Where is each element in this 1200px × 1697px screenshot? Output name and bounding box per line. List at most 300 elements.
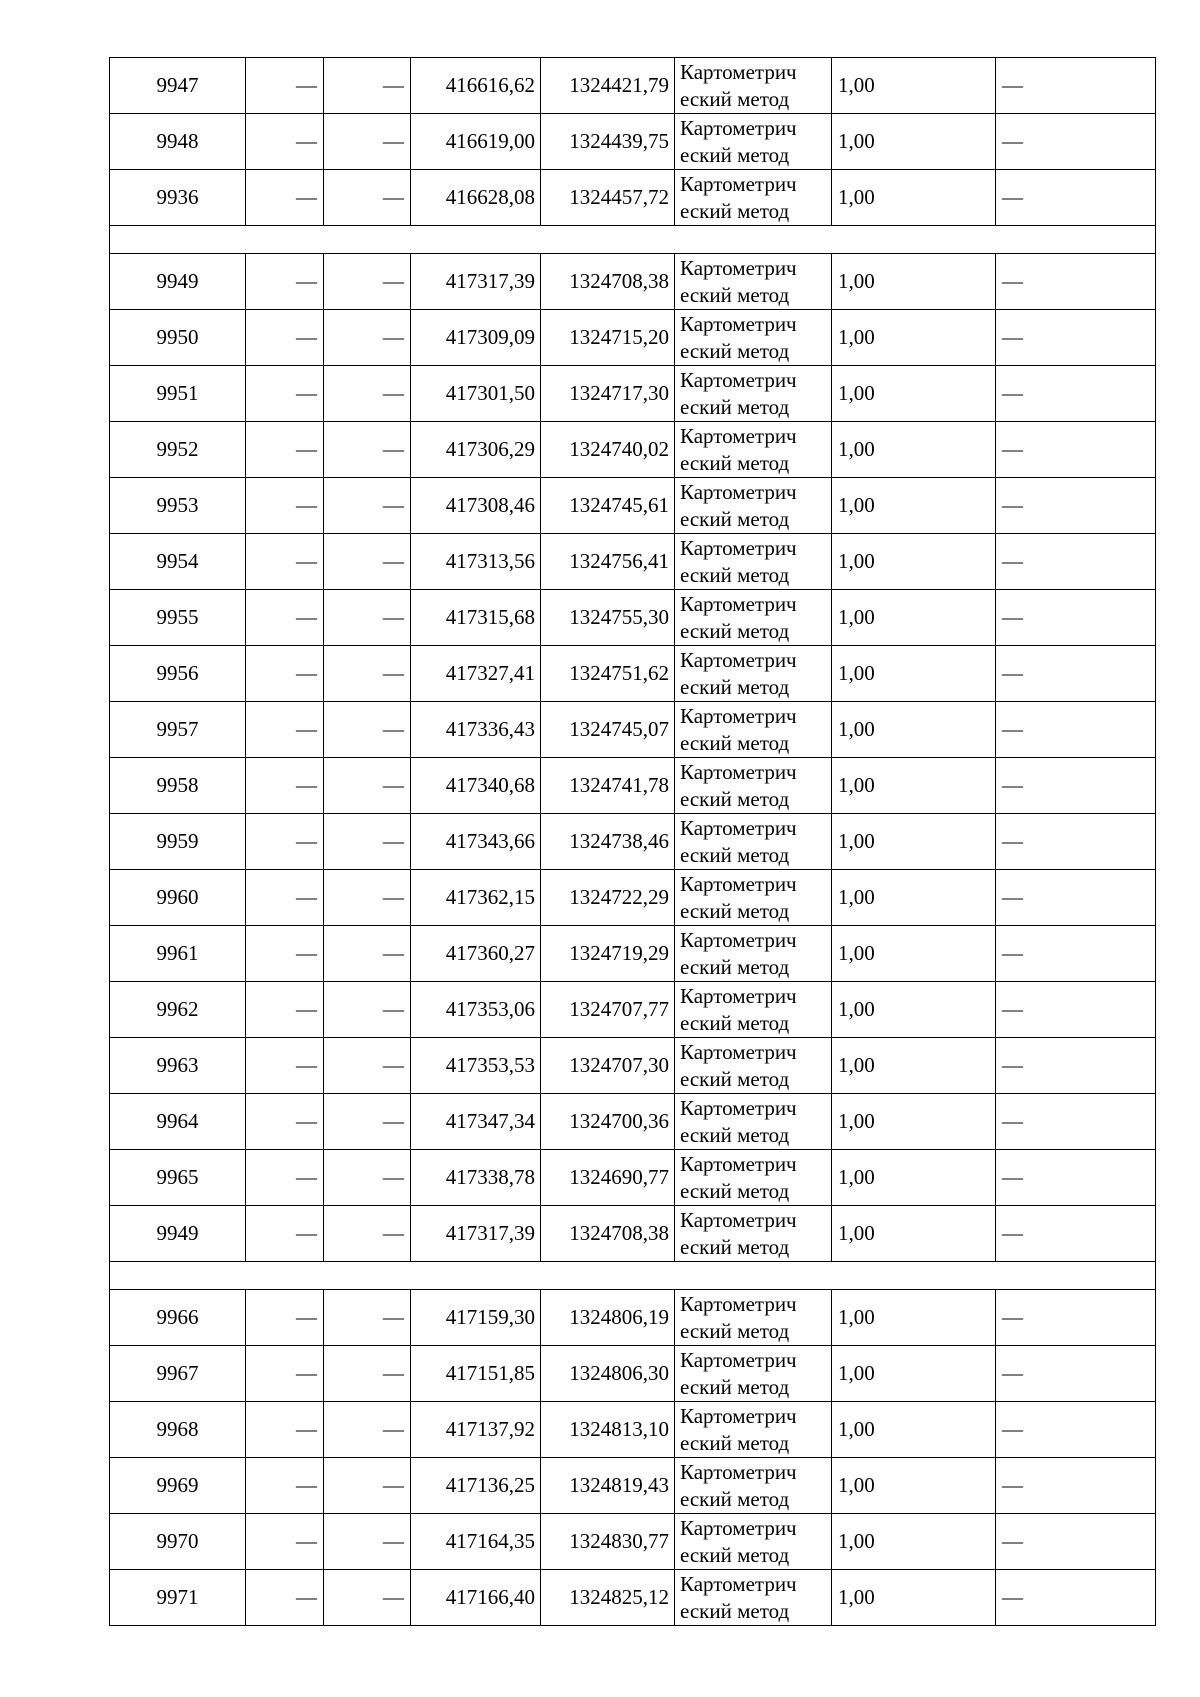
y-coordinate-cell: 1324421,79 <box>541 58 675 114</box>
accuracy-cell: 1,00 <box>832 1206 996 1262</box>
method-cell <box>675 1346 832 1402</box>
method-cell <box>675 646 832 702</box>
point-number-cell: 9949 <box>110 254 246 310</box>
empty-dash-cell: — <box>324 1290 411 1346</box>
x-coordinate-cell: 417159,30 <box>411 1290 541 1346</box>
method-line-2: еский метод <box>680 730 790 755</box>
x-coordinate-cell: 417308,46 <box>411 478 541 534</box>
table-row <box>110 366 1156 422</box>
method-cell <box>675 758 832 814</box>
y-coordinate-cell: 1324825,12 <box>541 1570 675 1626</box>
accuracy-cell: 1,00 <box>832 1458 996 1514</box>
method-line-2: еский метод <box>680 338 790 363</box>
empty-dash-cell: — <box>996 926 1156 982</box>
point-number-cell: 9960 <box>110 870 246 926</box>
method-line-2: еский метод <box>680 1598 790 1623</box>
point-number-cell: 9971 <box>110 1570 246 1626</box>
empty-dash-cell: — <box>246 702 324 758</box>
empty-dash-cell: — <box>324 1514 411 1570</box>
accuracy-cell: 1,00 <box>832 814 996 870</box>
accuracy-cell: 1,00 <box>832 1290 996 1346</box>
empty-dash-cell: — <box>996 114 1156 170</box>
empty-dash-cell: — <box>246 310 324 366</box>
point-number-cell: 9953 <box>110 478 246 534</box>
method-line-1: Картометрич <box>680 983 797 1008</box>
empty-dash-cell: — <box>324 702 411 758</box>
separator-row <box>110 1262 1156 1290</box>
table-row <box>110 982 1156 1038</box>
empty-dash-cell: — <box>324 870 411 926</box>
method-line-1: Картометрич <box>680 703 797 728</box>
x-coordinate-cell: 417136,25 <box>411 1458 541 1514</box>
y-coordinate-cell: 1324830,77 <box>541 1514 675 1570</box>
empty-dash-cell: — <box>246 170 324 226</box>
table-row <box>110 58 1156 114</box>
point-number-cell: 9958 <box>110 758 246 814</box>
method-line-2: еский метод <box>680 394 790 419</box>
method-cell <box>675 58 832 114</box>
method-cell <box>675 1038 832 1094</box>
empty-dash-cell: — <box>324 114 411 170</box>
empty-dash-cell: — <box>246 1570 324 1626</box>
empty-dash-cell: — <box>324 1346 411 1402</box>
y-coordinate-cell: 1324745,61 <box>541 478 675 534</box>
y-coordinate-cell: 1324707,30 <box>541 1038 675 1094</box>
empty-dash-cell: — <box>324 366 411 422</box>
empty-dash-cell: — <box>246 534 324 590</box>
empty-dash-cell: — <box>996 982 1156 1038</box>
empty-dash-cell: — <box>246 254 324 310</box>
empty-dash-cell: — <box>996 1038 1156 1094</box>
method-cell <box>675 366 832 422</box>
method-line-1: Картометрич <box>680 1459 797 1484</box>
method-line-1: Картометрич <box>680 1039 797 1064</box>
method-line-2: еский метод <box>680 786 790 811</box>
empty-dash-cell: — <box>324 926 411 982</box>
empty-dash-cell: — <box>246 1346 324 1402</box>
y-coordinate-cell: 1324741,78 <box>541 758 675 814</box>
y-coordinate-cell: 1324707,77 <box>541 982 675 1038</box>
x-coordinate-cell: 416616,62 <box>411 58 541 114</box>
method-line-1: Картометрич <box>680 1207 797 1232</box>
y-coordinate-cell: 1324439,75 <box>541 114 675 170</box>
method-cell <box>675 1290 832 1346</box>
method-cell <box>675 422 832 478</box>
empty-dash-cell: — <box>324 534 411 590</box>
x-coordinate-cell: 417137,92 <box>411 1402 541 1458</box>
point-number-cell: 9948 <box>110 114 246 170</box>
x-coordinate-cell: 417317,39 <box>411 1206 541 1262</box>
empty-dash-cell: — <box>996 1402 1156 1458</box>
table-row <box>110 310 1156 366</box>
y-coordinate-cell: 1324738,46 <box>541 814 675 870</box>
accuracy-cell: 1,00 <box>832 254 996 310</box>
method-cell <box>675 478 832 534</box>
empty-dash-cell: — <box>996 702 1156 758</box>
table-row <box>110 926 1156 982</box>
method-line-1: Картометрич <box>680 1515 797 1540</box>
accuracy-cell: 1,00 <box>832 758 996 814</box>
accuracy-cell: 1,00 <box>832 982 996 1038</box>
method-line-1: Картометрич <box>680 367 797 392</box>
method-line-1: Картометрич <box>680 311 797 336</box>
empty-dash-cell: — <box>996 1150 1156 1206</box>
table-row <box>110 702 1156 758</box>
x-coordinate-cell: 417362,15 <box>411 870 541 926</box>
method-cell <box>675 814 832 870</box>
method-cell <box>675 926 832 982</box>
empty-dash-cell: — <box>246 646 324 702</box>
separator-cell <box>110 1262 1156 1290</box>
table-row <box>110 1570 1156 1626</box>
empty-dash-cell: — <box>996 1346 1156 1402</box>
table-row <box>110 1458 1156 1514</box>
point-number-cell: 9954 <box>110 534 246 590</box>
y-coordinate-cell: 1324751,62 <box>541 646 675 702</box>
empty-dash-cell: — <box>996 1206 1156 1262</box>
empty-dash-cell: — <box>246 1402 324 1458</box>
empty-dash-cell: — <box>246 1038 324 1094</box>
empty-dash-cell: — <box>246 58 324 114</box>
accuracy-cell: 1,00 <box>832 1038 996 1094</box>
empty-dash-cell: — <box>996 1570 1156 1626</box>
method-line-1: Картометрич <box>680 423 797 448</box>
empty-dash-cell: — <box>324 646 411 702</box>
x-coordinate-cell: 417301,50 <box>411 366 541 422</box>
y-coordinate-cell: 1324755,30 <box>541 590 675 646</box>
method-cell <box>675 114 832 170</box>
empty-dash-cell: — <box>996 366 1156 422</box>
x-coordinate-cell: 417309,09 <box>411 310 541 366</box>
method-line-1: Картометрич <box>680 479 797 504</box>
empty-dash-cell: — <box>996 254 1156 310</box>
method-cell <box>675 1402 832 1458</box>
method-line-2: еский метод <box>680 562 790 587</box>
point-number-cell: 9962 <box>110 982 246 1038</box>
y-coordinate-cell: 1324717,30 <box>541 366 675 422</box>
y-coordinate-cell: 1324756,41 <box>541 534 675 590</box>
empty-dash-cell: — <box>996 58 1156 114</box>
empty-dash-cell: — <box>246 870 324 926</box>
method-line-2: еский метод <box>680 618 790 643</box>
point-number-cell: 9963 <box>110 1038 246 1094</box>
table-row <box>110 1514 1156 1570</box>
empty-dash-cell: — <box>246 982 324 1038</box>
empty-dash-cell: — <box>246 366 324 422</box>
accuracy-cell: 1,00 <box>832 534 996 590</box>
point-number-cell: 9949 <box>110 1206 246 1262</box>
point-number-cell: 9968 <box>110 1402 246 1458</box>
empty-dash-cell: — <box>246 758 324 814</box>
method-line-1: Картометрич <box>680 647 797 672</box>
empty-dash-cell: — <box>324 758 411 814</box>
method-line-1: Картометрич <box>680 1151 797 1176</box>
y-coordinate-cell: 1324740,02 <box>541 422 675 478</box>
empty-dash-cell: — <box>324 590 411 646</box>
empty-dash-cell: — <box>324 254 411 310</box>
table-row <box>110 1206 1156 1262</box>
point-number-cell: 9970 <box>110 1514 246 1570</box>
method-cell <box>675 1150 832 1206</box>
method-line-2: еский метод <box>680 142 790 167</box>
x-coordinate-cell: 416628,08 <box>411 170 541 226</box>
method-line-1: Картометрич <box>680 171 797 196</box>
y-coordinate-cell: 1324719,29 <box>541 926 675 982</box>
empty-dash-cell: — <box>996 310 1156 366</box>
method-line-2: еский метод <box>680 1122 790 1147</box>
point-number-cell: 9967 <box>110 1346 246 1402</box>
y-coordinate-cell: 1324745,07 <box>541 702 675 758</box>
method-line-1: Картометрич <box>680 1095 797 1120</box>
empty-dash-cell: — <box>246 1206 324 1262</box>
empty-dash-cell: — <box>996 1094 1156 1150</box>
y-coordinate-cell: 1324708,38 <box>541 1206 675 1262</box>
table-row <box>110 422 1156 478</box>
x-coordinate-cell: 417347,34 <box>411 1094 541 1150</box>
point-number-cell: 9959 <box>110 814 246 870</box>
method-cell <box>675 870 832 926</box>
accuracy-cell: 1,00 <box>832 170 996 226</box>
coordinates-table <box>109 57 1156 1626</box>
method-cell <box>675 1458 832 1514</box>
x-coordinate-cell: 417164,35 <box>411 1514 541 1570</box>
table-row <box>110 170 1156 226</box>
empty-dash-cell: — <box>996 534 1156 590</box>
y-coordinate-cell: 1324819,43 <box>541 1458 675 1514</box>
point-number-cell: 9965 <box>110 1150 246 1206</box>
x-coordinate-cell: 416619,00 <box>411 114 541 170</box>
x-coordinate-cell: 417353,53 <box>411 1038 541 1094</box>
method-line-2: еский метод <box>680 1542 790 1567</box>
accuracy-cell: 1,00 <box>832 646 996 702</box>
method-cell <box>675 1094 832 1150</box>
empty-dash-cell: — <box>996 1458 1156 1514</box>
point-number-cell: 9966 <box>110 1290 246 1346</box>
method-line-2: еский метод <box>680 898 790 923</box>
method-line-2: еский метод <box>680 842 790 867</box>
y-coordinate-cell: 1324700,36 <box>541 1094 675 1150</box>
method-line-1: Картометрич <box>680 115 797 140</box>
empty-dash-cell: — <box>324 1402 411 1458</box>
empty-dash-cell: — <box>246 114 324 170</box>
empty-dash-cell: — <box>324 1038 411 1094</box>
accuracy-cell: 1,00 <box>832 1150 996 1206</box>
method-line-2: еский метод <box>680 1486 790 1511</box>
method-line-2: еский метод <box>680 198 790 223</box>
point-number-cell: 9936 <box>110 170 246 226</box>
empty-dash-cell: — <box>246 422 324 478</box>
x-coordinate-cell: 417306,29 <box>411 422 541 478</box>
x-coordinate-cell: 417151,85 <box>411 1346 541 1402</box>
method-cell <box>675 254 832 310</box>
empty-dash-cell: — <box>246 1094 324 1150</box>
empty-dash-cell: — <box>324 814 411 870</box>
method-line-1: Картометрич <box>680 815 797 840</box>
empty-dash-cell: — <box>996 590 1156 646</box>
table-row <box>110 1402 1156 1458</box>
empty-dash-cell: — <box>246 590 324 646</box>
accuracy-cell: 1,00 <box>832 366 996 422</box>
table-row <box>110 1038 1156 1094</box>
x-coordinate-cell: 417353,06 <box>411 982 541 1038</box>
empty-dash-cell: — <box>324 1570 411 1626</box>
empty-dash-cell: — <box>246 1514 324 1570</box>
method-line-2: еский метод <box>680 506 790 531</box>
table-row <box>110 478 1156 534</box>
empty-dash-cell: — <box>246 926 324 982</box>
point-number-cell: 9969 <box>110 1458 246 1514</box>
method-line-2: еский метод <box>680 86 790 111</box>
x-coordinate-cell: 417340,68 <box>411 758 541 814</box>
separator-row <box>110 226 1156 254</box>
point-number-cell: 9950 <box>110 310 246 366</box>
empty-dash-cell: — <box>324 58 411 114</box>
method-line-2: еский метод <box>680 282 790 307</box>
method-line-2: еский метод <box>680 1010 790 1035</box>
method-line-1: Картометрич <box>680 1571 797 1596</box>
table-row <box>110 590 1156 646</box>
empty-dash-cell: — <box>246 1150 324 1206</box>
accuracy-cell: 1,00 <box>832 1346 996 1402</box>
table-row <box>110 534 1156 590</box>
empty-dash-cell: — <box>246 478 324 534</box>
accuracy-cell: 1,00 <box>832 58 996 114</box>
empty-dash-cell: — <box>324 1150 411 1206</box>
table-row <box>110 254 1156 310</box>
table-row <box>110 1346 1156 1402</box>
method-cell <box>675 310 832 366</box>
accuracy-cell: 1,00 <box>832 1402 996 1458</box>
x-coordinate-cell: 417315,68 <box>411 590 541 646</box>
point-number-cell: 9952 <box>110 422 246 478</box>
x-coordinate-cell: 417317,39 <box>411 254 541 310</box>
point-number-cell: 9951 <box>110 366 246 422</box>
empty-dash-cell: — <box>996 870 1156 926</box>
method-line-2: еский метод <box>680 1178 790 1203</box>
table-row <box>110 114 1156 170</box>
method-line-1: Картометрич <box>680 255 797 280</box>
x-coordinate-cell: 417338,78 <box>411 1150 541 1206</box>
empty-dash-cell: — <box>246 1290 324 1346</box>
table-row <box>110 758 1156 814</box>
x-coordinate-cell: 417327,41 <box>411 646 541 702</box>
empty-dash-cell: — <box>246 1458 324 1514</box>
point-number-cell: 9964 <box>110 1094 246 1150</box>
empty-dash-cell: — <box>324 982 411 1038</box>
method-line-1: Картометрич <box>680 871 797 896</box>
point-number-cell: 9957 <box>110 702 246 758</box>
accuracy-cell: 1,00 <box>832 478 996 534</box>
empty-dash-cell: — <box>324 1458 411 1514</box>
accuracy-cell: 1,00 <box>832 590 996 646</box>
method-cell <box>675 170 832 226</box>
point-number-cell: 9955 <box>110 590 246 646</box>
table-row <box>110 814 1156 870</box>
method-cell <box>675 1570 832 1626</box>
empty-dash-cell: — <box>996 170 1156 226</box>
method-line-1: Картометрич <box>680 927 797 952</box>
y-coordinate-cell: 1324722,29 <box>541 870 675 926</box>
accuracy-cell: 1,00 <box>832 926 996 982</box>
table-row <box>110 646 1156 702</box>
method-cell <box>675 982 832 1038</box>
method-line-2: еский метод <box>680 1066 790 1091</box>
method-line-2: еский метод <box>680 1430 790 1455</box>
empty-dash-cell: — <box>996 814 1156 870</box>
method-line-2: еский метод <box>680 674 790 699</box>
accuracy-cell: 1,00 <box>832 1570 996 1626</box>
table-body <box>110 58 1156 1626</box>
method-line-2: еский метод <box>680 450 790 475</box>
method-cell <box>675 1514 832 1570</box>
empty-dash-cell: — <box>996 1514 1156 1570</box>
accuracy-cell: 1,00 <box>832 310 996 366</box>
y-coordinate-cell: 1324806,19 <box>541 1290 675 1346</box>
y-coordinate-cell: 1324715,20 <box>541 310 675 366</box>
method-line-1: Картометрич <box>680 759 797 784</box>
empty-dash-cell: — <box>324 310 411 366</box>
accuracy-cell: 1,00 <box>832 870 996 926</box>
method-line-2: еский метод <box>680 954 790 979</box>
accuracy-cell: 1,00 <box>832 1094 996 1150</box>
accuracy-cell: 1,00 <box>832 114 996 170</box>
empty-dash-cell: — <box>324 170 411 226</box>
method-cell <box>675 702 832 758</box>
empty-dash-cell: — <box>324 478 411 534</box>
empty-dash-cell: — <box>324 422 411 478</box>
method-cell <box>675 1206 832 1262</box>
x-coordinate-cell: 417336,43 <box>411 702 541 758</box>
method-line-1: Картометрич <box>680 591 797 616</box>
separator-cell <box>110 226 1156 254</box>
y-coordinate-cell: 1324813,10 <box>541 1402 675 1458</box>
accuracy-cell: 1,00 <box>832 422 996 478</box>
method-line-1: Картометрич <box>680 59 797 84</box>
empty-dash-cell: — <box>324 1206 411 1262</box>
x-coordinate-cell: 417343,66 <box>411 814 541 870</box>
x-coordinate-cell: 417166,40 <box>411 1570 541 1626</box>
method-cell <box>675 590 832 646</box>
method-cell <box>675 534 832 590</box>
method-line-2: еский метод <box>680 1374 790 1399</box>
empty-dash-cell: — <box>996 1290 1156 1346</box>
y-coordinate-cell: 1324690,77 <box>541 1150 675 1206</box>
x-coordinate-cell: 417313,56 <box>411 534 541 590</box>
y-coordinate-cell: 1324708,38 <box>541 254 675 310</box>
accuracy-cell: 1,00 <box>832 702 996 758</box>
method-line-2: еский метод <box>680 1234 790 1259</box>
x-coordinate-cell: 417360,27 <box>411 926 541 982</box>
empty-dash-cell: — <box>246 814 324 870</box>
table-row <box>110 1094 1156 1150</box>
empty-dash-cell: — <box>996 758 1156 814</box>
method-line-1: Картометрич <box>680 1403 797 1428</box>
empty-dash-cell: — <box>996 478 1156 534</box>
point-number-cell: 9956 <box>110 646 246 702</box>
method-line-1: Картометрич <box>680 1291 797 1316</box>
table-row <box>110 1290 1156 1346</box>
y-coordinate-cell: 1324806,30 <box>541 1346 675 1402</box>
table-row <box>110 870 1156 926</box>
empty-dash-cell: — <box>324 1094 411 1150</box>
method-line-1: Картометрич <box>680 1347 797 1372</box>
method-line-2: еский метод <box>680 1318 790 1343</box>
point-number-cell: 9947 <box>110 58 246 114</box>
table-row <box>110 1150 1156 1206</box>
empty-dash-cell: — <box>996 422 1156 478</box>
accuracy-cell: 1,00 <box>832 1514 996 1570</box>
point-number-cell: 9961 <box>110 926 246 982</box>
